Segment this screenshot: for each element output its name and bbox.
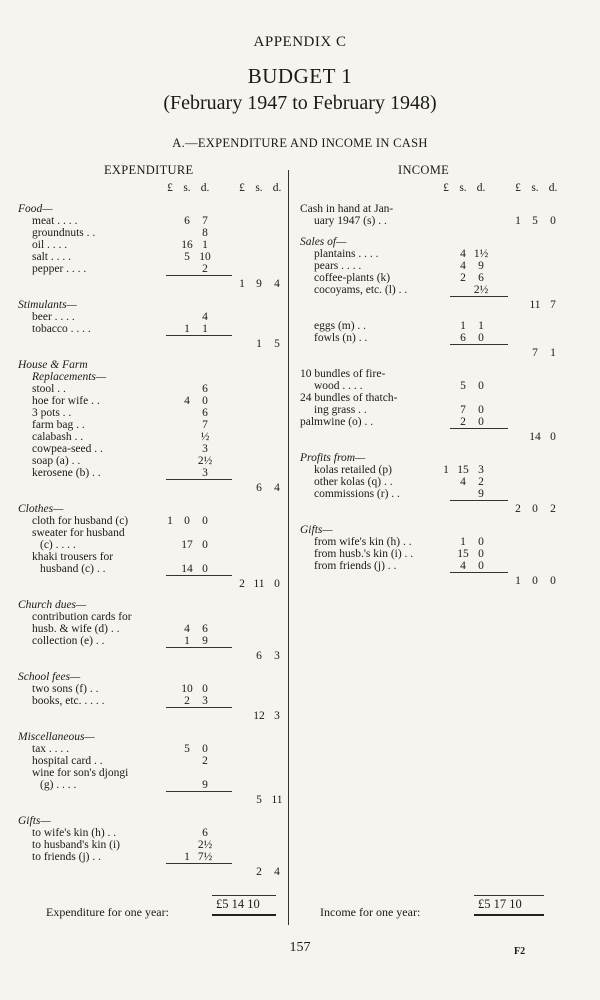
- expenditure-row: [18, 755, 286, 767]
- amount-cell: 2½: [197, 455, 213, 467]
- money-header-cell: d.: [272, 182, 282, 194]
- expenditure-row: [18, 407, 286, 419]
- amount-cell: 7½: [197, 851, 213, 863]
- subtotal-cell: 1: [256, 338, 262, 350]
- income-subtotal-rule: [450, 572, 508, 573]
- income-group: [300, 236, 562, 311]
- expenditure-row-label: to wife's kin (h) . .: [32, 827, 117, 839]
- subtotal-cell: 2: [515, 503, 521, 515]
- expenditure-row: [18, 419, 286, 431]
- expenditure-row: [18, 431, 286, 443]
- subtotal-cell: 4: [274, 278, 280, 290]
- amount-cell: 3: [202, 695, 208, 707]
- expenditure-row: [18, 227, 286, 239]
- income-row: [300, 560, 562, 572]
- amount-cell: 1: [202, 239, 208, 251]
- subtotal-cell: 0: [550, 575, 556, 587]
- expenditure-row-label: tobacco . . . .: [32, 323, 91, 335]
- amount-cell: 6: [202, 383, 208, 395]
- subtotal-cell: 5: [274, 338, 280, 350]
- amount-cell: 2: [202, 755, 208, 767]
- expenditure-row-label: books, etc. . . . .: [32, 695, 105, 707]
- subtotal-cell: 0: [532, 575, 538, 587]
- money-header-cell: £: [443, 182, 449, 194]
- amount-cell: 9: [202, 635, 208, 647]
- subtotal-cell: 6: [256, 482, 262, 494]
- income-row: [300, 248, 562, 260]
- expenditure-group: [18, 503, 286, 590]
- amount-cell: 9: [478, 488, 484, 500]
- income-subtotal-row: [300, 299, 562, 311]
- expenditure-row: [18, 683, 286, 695]
- money-header-cell: s.: [459, 182, 467, 194]
- amount-cell: 1: [184, 323, 190, 335]
- expenditure-group-title: Food—: [18, 203, 53, 215]
- expenditure-row-label: husb. & wife (d) . .: [32, 623, 120, 635]
- amount-cell: 1: [167, 515, 173, 527]
- income-row: [300, 272, 562, 284]
- amount-cell: 17: [181, 539, 193, 551]
- expenditure-row: [18, 827, 286, 839]
- amount-cell: 0: [202, 743, 208, 755]
- income-row: [300, 392, 562, 404]
- expenditure-group: [18, 731, 286, 806]
- income-row: [300, 203, 562, 215]
- expenditure-subtotal-row: [18, 866, 286, 878]
- expenditure-total-rule-bottom: [212, 914, 276, 916]
- expenditure-row-label: kerosene (b) . .: [32, 467, 101, 479]
- expenditure-row-label: oil . . . .: [32, 239, 68, 251]
- expenditure-subtotal-rule: [166, 479, 232, 480]
- amount-cell: 2: [460, 272, 466, 284]
- expenditure-group-subtitle: Replacements—: [32, 371, 107, 383]
- amount-cell: 6: [202, 623, 208, 635]
- expenditure-row: [18, 323, 286, 335]
- subtotal-cell: 0: [532, 503, 538, 515]
- amount-cell: 2: [184, 695, 190, 707]
- amount-cell: 16: [181, 239, 193, 251]
- amount-cell: 6: [184, 215, 190, 227]
- money-header-cell: s.: [255, 182, 263, 194]
- expenditure-row-label: to friends (j) . .: [32, 851, 101, 863]
- budget-period: (February 1947 to February 1948): [163, 92, 437, 114]
- expenditure-subtotal-rule: [166, 275, 232, 276]
- money-header-cell: £: [239, 182, 245, 194]
- income-row-label: other kolas (q) . .: [314, 476, 393, 488]
- income-heading: INCOME: [398, 163, 450, 177]
- expenditure-row-label: pepper . . . .: [32, 263, 87, 275]
- amount-cell: 0: [478, 560, 484, 572]
- amount-cell: 0: [478, 404, 484, 416]
- amount-cell: 7: [460, 404, 466, 416]
- amount-cell: 1½: [473, 248, 489, 260]
- expenditure-row-label: farm bag . .: [32, 419, 85, 431]
- amount-cell: 0: [478, 416, 484, 428]
- income-row-label: cocoyams, etc. (l) . .: [314, 284, 408, 296]
- income-row-label: palmwine (o) . .: [300, 416, 374, 428]
- expenditure-row: [18, 455, 286, 467]
- income-row-label: from wife's kin (h) . .: [314, 536, 412, 548]
- subtotal-cell: 3: [274, 710, 280, 722]
- amount-cell: 4: [184, 623, 190, 635]
- amount-cell: 6: [478, 272, 484, 284]
- signature-mark: F2: [514, 946, 526, 957]
- expenditure-subtotal-row: [18, 650, 286, 662]
- amount-cell: 0: [202, 539, 208, 551]
- income-row-label: Cash in hand at Jan-: [300, 203, 394, 215]
- expenditure-row: [18, 395, 286, 407]
- expenditure-subtotal-row: [18, 710, 286, 722]
- amount-cell: 10: [199, 251, 211, 263]
- income-row: [300, 380, 562, 392]
- income-row: [300, 320, 562, 332]
- income-row: [300, 548, 562, 560]
- amount-cell: 6: [202, 827, 208, 839]
- amount-cell: 7: [202, 419, 208, 431]
- amount-cell: 6: [460, 332, 466, 344]
- income-subtotal-row: [300, 575, 562, 587]
- appendix-title: APPENDIX C: [253, 34, 347, 50]
- income-total-rule-top: [474, 895, 544, 896]
- expenditure-subtotal-row: [18, 578, 286, 590]
- expenditure-subtotal-row: [18, 278, 286, 290]
- income-subtotal-row: [300, 503, 562, 515]
- amount-cell: 3: [202, 467, 208, 479]
- income-row: [300, 332, 562, 344]
- expenditure-group: [18, 815, 286, 878]
- expenditure-row: [18, 695, 286, 707]
- subtotal-cell: 7: [532, 347, 538, 359]
- expenditure-row-label: wine for son's djongi: [32, 767, 129, 779]
- income-subtotal-rule: [450, 428, 508, 429]
- expenditure-row: [18, 623, 286, 635]
- expenditure-group: [18, 203, 286, 290]
- column-divider: [288, 170, 289, 925]
- amount-cell: 5: [532, 215, 538, 227]
- expenditure-row: [18, 527, 286, 539]
- subtotal-cell: 0: [550, 431, 556, 443]
- income-row: [300, 536, 562, 548]
- amount-cell: 0: [202, 683, 208, 695]
- amount-cell: 2½: [197, 839, 213, 851]
- expenditure-subtotal-rule: [166, 647, 232, 648]
- expenditure-row: [18, 743, 286, 755]
- expenditure-row: [18, 839, 286, 851]
- money-header-cell: d.: [476, 182, 486, 194]
- income-row-label: ing grass . .: [314, 404, 367, 416]
- amount-cell: 5: [460, 380, 466, 392]
- amount-cell: 1: [184, 851, 190, 863]
- amount-cell: 1: [515, 215, 521, 227]
- money-header-cell: d.: [548, 182, 558, 194]
- income-row-label: 24 bundles of thatch-: [300, 392, 398, 404]
- expenditure-total-rule-top: [212, 895, 276, 896]
- expenditure-row-label: stool . .: [32, 383, 66, 395]
- expenditure-row: [18, 779, 286, 791]
- income-subtotal-rule: [450, 500, 508, 501]
- expenditure-row: [18, 443, 286, 455]
- amount-cell: 9: [478, 260, 484, 272]
- expenditure-row-label: hospital card . .: [32, 755, 103, 767]
- expenditure-row-label: two sons (f) . .: [32, 683, 99, 695]
- expenditure-row: [18, 239, 286, 251]
- amount-cell: 3: [202, 443, 208, 455]
- expenditure-row: [18, 767, 286, 779]
- subtotal-cell: 4: [274, 482, 280, 494]
- amount-cell: 15: [457, 548, 469, 560]
- amount-cell: 1: [184, 635, 190, 647]
- expenditure-row: [18, 467, 286, 479]
- expenditure-row: [18, 851, 286, 863]
- expenditure-row: [18, 563, 286, 575]
- expenditure-row: [18, 251, 286, 263]
- subtotal-cell: 1: [550, 347, 556, 359]
- amount-cell: 3: [478, 464, 484, 476]
- expenditure-group: [18, 359, 286, 494]
- income-row: [300, 488, 562, 500]
- amount-cell: 9: [202, 779, 208, 791]
- amount-cell: 1: [460, 536, 466, 548]
- income-row-label: wood . . . .: [314, 380, 363, 392]
- amount-cell: 2½: [473, 284, 489, 296]
- amount-cell: 8: [202, 227, 208, 239]
- subtotal-cell: 2: [550, 503, 556, 515]
- expenditure-row-label: sweater for husband: [32, 527, 125, 539]
- amount-cell: 5: [184, 251, 190, 263]
- subtotal-cell: 11: [529, 299, 541, 311]
- amount-cell: 0: [478, 536, 484, 548]
- income-row: [300, 215, 562, 227]
- income-row-label: from friends (j) . .: [314, 560, 397, 572]
- expenditure-column: [18, 182, 286, 878]
- income-group: [300, 452, 562, 515]
- expenditure-row: [18, 215, 286, 227]
- money-header-cell: s.: [531, 182, 539, 194]
- money-header-cell: £: [515, 182, 521, 194]
- income-footer-label: Income for one year:: [320, 905, 421, 919]
- expenditure-row: [18, 311, 286, 323]
- expenditure-subtotal-rule: [166, 707, 232, 708]
- expenditure-row-label: 3 pots . .: [32, 407, 72, 419]
- expenditure-row-label: khaki trousers for: [32, 551, 114, 563]
- amount-cell: 4: [202, 311, 208, 323]
- money-header-cell: s.: [183, 182, 191, 194]
- subtotal-cell: 2: [256, 866, 262, 878]
- amount-cell: 6: [202, 407, 208, 419]
- amount-cell: 0: [184, 515, 190, 527]
- section-title: A.—EXPENDITURE AND INCOME IN CASH: [172, 136, 428, 150]
- expenditure-row-label: beer . . . .: [32, 311, 75, 323]
- expenditure-row: [18, 539, 286, 551]
- subtotal-cell: 1: [239, 278, 245, 290]
- subtotal-cell: 3: [274, 650, 280, 662]
- expenditure-row-label: hoe for wife . .: [32, 395, 100, 407]
- income-row-label: coffee-plants (k): [314, 272, 391, 284]
- subtotal-cell: 12: [253, 710, 265, 722]
- expenditure-group-title: House & Farm: [18, 359, 88, 371]
- amount-cell: 14: [181, 563, 193, 575]
- subtotal-cell: 0: [274, 578, 280, 590]
- amount-cell: 0: [478, 548, 484, 560]
- amount-cell: 10: [181, 683, 193, 695]
- income-column: [300, 182, 562, 587]
- expenditure-subtotal-rule: [166, 575, 232, 576]
- income-total-rule-bottom: [474, 914, 544, 916]
- amount-cell: 0: [202, 563, 208, 575]
- amount-cell: 1: [443, 464, 449, 476]
- page-number: 157: [289, 940, 311, 955]
- expenditure-group: [18, 599, 286, 662]
- income-row-label: fowls (n) . .: [314, 332, 368, 344]
- amount-cell: 4: [460, 476, 466, 488]
- income-row: [300, 476, 562, 488]
- expenditure-row-label: groundnuts . .: [32, 227, 96, 239]
- income-row: [300, 284, 562, 296]
- income-row-label: from husb.'s kin (i) . .: [314, 548, 414, 560]
- amount-cell: 1: [460, 320, 466, 332]
- money-header-cell: d.: [200, 182, 210, 194]
- expenditure-group: [18, 671, 286, 722]
- expenditure-row: [18, 611, 286, 623]
- income-row: [300, 416, 562, 428]
- amount-cell: 0: [202, 515, 208, 527]
- income-group-title: Profits from—: [300, 452, 366, 464]
- amount-cell: 2: [460, 416, 466, 428]
- subtotal-cell: 7: [550, 299, 556, 311]
- expenditure-row-label: husband (c) . .: [40, 563, 106, 575]
- income-money-header: [300, 182, 562, 194]
- expenditure-footer-total: £5 14 10: [216, 897, 260, 911]
- expenditure-heading: EXPENDITURE: [104, 163, 194, 177]
- amount-cell: 1: [202, 323, 208, 335]
- income-row-label: 10 bundles of fire-: [300, 368, 386, 380]
- income-subtotal-row: [300, 347, 562, 359]
- amount-cell: 0: [550, 215, 556, 227]
- amount-cell: 2: [478, 476, 484, 488]
- income-subtotal-rule: [450, 296, 508, 297]
- expenditure-group-title: Clothes—: [18, 503, 64, 515]
- expenditure-row-label: salt . . . .: [32, 251, 71, 263]
- subtotal-cell: 1: [515, 575, 521, 587]
- expenditure-row: [18, 263, 286, 275]
- amount-cell: 1: [478, 320, 484, 332]
- expenditure-subtotal-rule: [166, 863, 232, 864]
- expenditure-row-label: calabash . .: [32, 431, 84, 443]
- income-group-title: Gifts—: [300, 524, 333, 536]
- money-header-cell: £: [167, 182, 173, 194]
- subtotal-cell: 4: [274, 866, 280, 878]
- subtotal-cell: 5: [256, 794, 262, 806]
- income-group: [300, 524, 562, 587]
- expenditure-subtotal-row: [18, 338, 286, 350]
- income-row: [300, 404, 562, 416]
- amount-cell: 15: [457, 464, 469, 476]
- expenditure-subtotal-row: [18, 794, 286, 806]
- expenditure-group: [18, 299, 286, 350]
- subtotal-cell: 9: [256, 278, 262, 290]
- income-row: [300, 464, 562, 476]
- amount-cell: 0: [478, 380, 484, 392]
- expenditure-subtotal-row: [18, 482, 286, 494]
- expenditure-row-label: (g) . . . .: [40, 779, 77, 791]
- amount-cell: 4: [460, 260, 466, 272]
- income-row-label: pears . . . .: [314, 260, 362, 272]
- expenditure-row-label: contribution cards for: [32, 611, 132, 623]
- subtotal-cell: 2: [239, 578, 245, 590]
- income-group: [300, 368, 562, 443]
- expenditure-row: [18, 515, 286, 527]
- amount-cell: 5: [184, 743, 190, 755]
- expenditure-money-header: [18, 182, 286, 194]
- income-row: [300, 368, 562, 380]
- expenditure-row-label: meat . . . .: [32, 215, 78, 227]
- income-row-label: commissions (r) . .: [314, 488, 400, 500]
- expenditure-group-title: Miscellaneous—: [18, 731, 95, 743]
- income-row-label: plantains . . . .: [314, 248, 379, 260]
- expenditure-subtotal-rule: [166, 335, 232, 336]
- expenditure-row-label: collection (e) . .: [32, 635, 105, 647]
- amount-cell: 4: [460, 248, 466, 260]
- subtotal-cell: 11: [271, 794, 283, 806]
- amount-cell: ½: [200, 431, 210, 443]
- expenditure-row: [18, 551, 286, 563]
- expenditure-footer-label: Expenditure for one year:: [46, 905, 169, 919]
- expenditure-subtotal-rule: [166, 791, 232, 792]
- subtotal-cell: 6: [256, 650, 262, 662]
- income-subtotal-row: [300, 431, 562, 443]
- income-group-title: Sales of—: [300, 236, 347, 248]
- expenditure-row: [18, 635, 286, 647]
- budget-title: BUDGET 1: [247, 64, 353, 88]
- expenditure-group-title: School fees—: [18, 671, 81, 683]
- income-row-label: uary 1947 (s) . .: [314, 215, 387, 227]
- income-group: [300, 320, 562, 359]
- expenditure-group-title: Gifts—: [18, 815, 51, 827]
- expenditure-row-label: soap (a) . .: [32, 455, 81, 467]
- amount-cell: 2: [202, 263, 208, 275]
- income-group: [300, 203, 562, 227]
- income-row-label: kolas retailed (p): [314, 464, 392, 476]
- expenditure-row-label: cowpea-seed . .: [32, 443, 103, 455]
- income-subtotal-rule: [450, 344, 508, 345]
- expenditure-group-title: Stimulants—: [18, 299, 77, 311]
- expenditure-row-label: cloth for husband (c): [32, 515, 129, 527]
- income-row: [300, 260, 562, 272]
- amount-cell: 7: [202, 215, 208, 227]
- subtotal-cell: 14: [529, 431, 541, 443]
- income-footer-total: £5 17 10: [478, 897, 522, 911]
- expenditure-row-label: (c) . . . .: [40, 539, 76, 551]
- income-row-label: eggs (m) . .: [314, 320, 367, 332]
- expenditure-group-title: Church dues—: [18, 599, 87, 611]
- amount-cell: 4: [184, 395, 190, 407]
- expenditure-row-label: tax . . . .: [32, 743, 70, 755]
- amount-cell: 4: [460, 560, 466, 572]
- amount-cell: 0: [202, 395, 208, 407]
- expenditure-row-label: to husband's kin (i): [32, 839, 120, 851]
- amount-cell: 0: [478, 332, 484, 344]
- expenditure-row: [18, 383, 286, 395]
- subtotal-cell: 11: [253, 578, 265, 590]
